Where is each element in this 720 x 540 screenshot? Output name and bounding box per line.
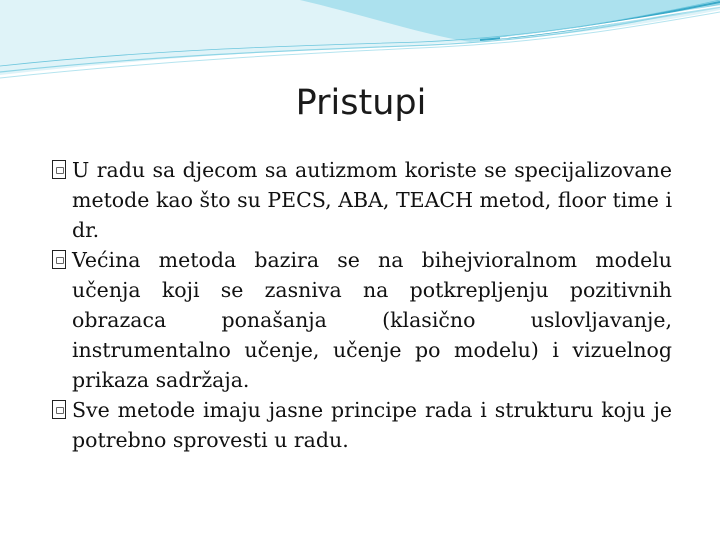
bullet-item bbox=[52, 245, 672, 395]
bullet-text: Većina metoda bazira se na bihejvioralnom modelu učenja koji se zasniva na potkrepljenju pozitivnih obrazaca ponašanja (klasično uslovljavanje, instrumentalno učenje, učenje po modelu) i vizuelnog prikaza sadržaja. bbox=[72, 248, 672, 392]
bullet-item bbox=[52, 155, 672, 245]
bullet-text: U radu sa djecom sa autizmom koriste se specijalizovane metode kao što su PECS, ABA, TEACH metod, floor time i dr. bbox=[72, 158, 672, 242]
slide-body bbox=[52, 155, 672, 455]
slide-title: Pristupi bbox=[295, 83, 427, 123]
bullet-text: Sve metode imaju jasne principe rada i strukturu koju je potrebno sprovesti u radu. bbox=[72, 398, 672, 452]
bullet-item bbox=[52, 395, 672, 455]
wave-decoration bbox=[0, 0, 720, 90]
missing-glyph-box-icon bbox=[52, 400, 66, 419]
missing-glyph-box-icon bbox=[52, 250, 66, 269]
missing-glyph-box-icon bbox=[52, 160, 66, 179]
